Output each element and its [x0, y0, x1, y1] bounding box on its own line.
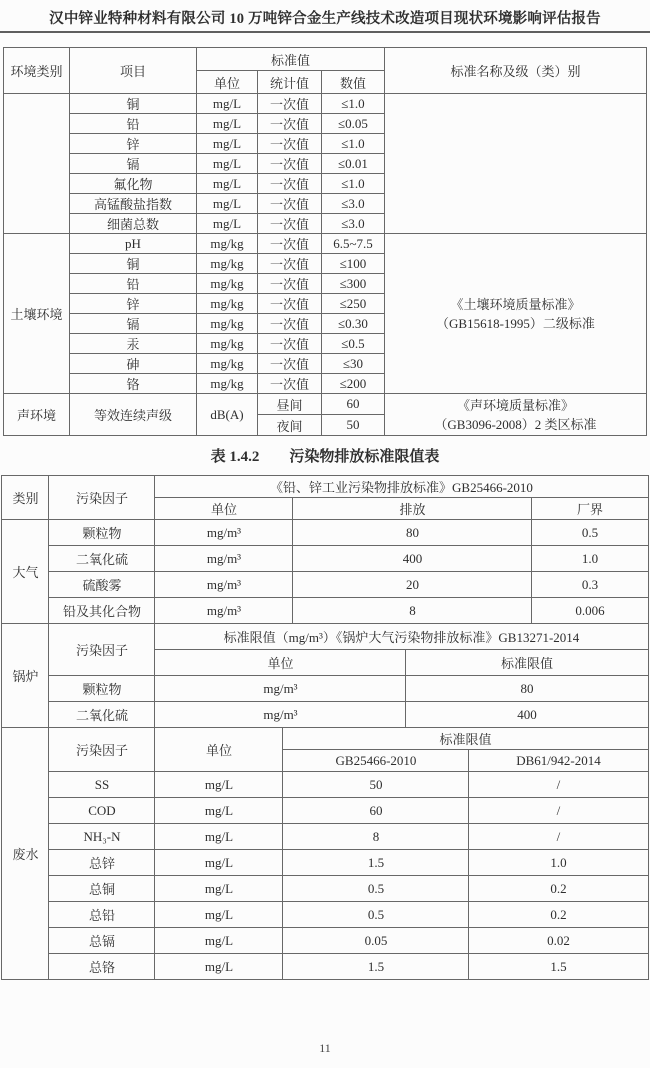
gb-value-cell: 0.5: [283, 876, 469, 902]
emission-cell: 400: [293, 546, 532, 572]
limit-label-cell: 标准限值: [283, 728, 648, 750]
unit-cell: mg/kg: [197, 254, 258, 274]
item-cell: 镉: [70, 314, 197, 334]
standard-name-cell: [385, 394, 647, 436]
page-number: 11: [319, 1041, 331, 1055]
limit-cell: 80: [406, 676, 648, 702]
factor-cell: 总铜: [49, 876, 155, 902]
emission-cell: 8: [293, 598, 532, 624]
item-cell: 铅: [70, 114, 197, 134]
value-cell: 60: [322, 394, 385, 415]
header-unit: 单位: [155, 650, 406, 676]
item-cell: 砷: [70, 354, 197, 374]
factor-cell: 颗粒物: [49, 520, 155, 546]
header-gb-standard: GB25466-2010: [283, 750, 469, 772]
value-cell: ≤0.30: [322, 314, 385, 334]
factor-cell: 铅及其化合物: [49, 598, 155, 624]
header-unit: 单位: [197, 71, 258, 94]
stat-cell: 一次值: [258, 254, 322, 274]
unit-cell: mg/m³: [155, 572, 293, 598]
value-cell: ≤30: [322, 354, 385, 374]
unit-cell: mg/L: [155, 928, 283, 954]
standard-name-line: （GB15618-1995）二级标准: [436, 315, 595, 331]
item-cell: 细菌总数: [70, 214, 197, 234]
standard-name-cell: [385, 94, 647, 234]
unit-cell: mg/L: [197, 94, 258, 114]
unit-cell: mg/kg: [197, 274, 258, 294]
db-value-cell: 1.5: [469, 954, 648, 980]
standard-name-cell: [385, 234, 647, 394]
stat-cell: 一次值: [258, 194, 322, 214]
table-row: [2, 520, 648, 546]
table-row: [2, 876, 648, 902]
factor-cell: 总锌: [49, 850, 155, 876]
db-value-cell: /: [469, 824, 648, 850]
item-cell: 铬: [70, 374, 197, 394]
factor-cell: 总镉: [49, 928, 155, 954]
item-cell: 锌: [70, 294, 197, 314]
gb-value-cell: 60: [283, 798, 469, 824]
boundary-cell: 0.3: [532, 572, 648, 598]
header-boundary: 厂界: [532, 498, 648, 520]
stat-cell: 一次值: [258, 294, 322, 314]
table-row: [2, 546, 648, 572]
stat-cell: 一次值: [258, 94, 322, 114]
header-unit: 单位: [155, 498, 293, 520]
unit-cell: mg/kg: [197, 374, 258, 394]
table-row: [2, 928, 648, 954]
unit-cell: mg/L: [155, 902, 283, 928]
unit-cell: mg/L: [155, 772, 283, 798]
header-category: 类别: [2, 476, 49, 520]
table-row: [2, 598, 648, 624]
boiler-standard-header: 标准限值（mg/m³）《锅炉大气污染物排放标准》GB13271-2014: [155, 624, 648, 650]
unit-cell: mg/m³: [155, 546, 293, 572]
unit-cell: mg/L: [197, 154, 258, 174]
db-value-cell: 0.2: [469, 876, 648, 902]
table-row: [2, 572, 648, 598]
factor-label-cell: 污染因子: [49, 624, 155, 676]
header-standard-name: 标准名称及级（类）别: [385, 48, 647, 94]
item-cell: 锌: [70, 134, 197, 154]
boundary-cell: 1.0: [532, 546, 648, 572]
unit-cell: mg/m³: [155, 520, 293, 546]
item-cell: 铜: [70, 254, 197, 274]
table-row: [2, 798, 648, 824]
factor-cell: COD: [49, 798, 155, 824]
item-cell: 镉: [70, 154, 197, 174]
header-db-standard: DB61/942-2014: [469, 750, 648, 772]
header-factor: 污染因子: [49, 476, 155, 520]
unit-cell: mg/L: [155, 876, 283, 902]
standard-name-line: 《土壤环境质量标准》: [450, 296, 581, 312]
unit-cell: mg/L: [197, 114, 258, 134]
header-stat: 统计值: [258, 71, 322, 94]
table-caption: 表 1.4.2 污染物排放标准限值表: [210, 449, 440, 465]
factor-cell: 颗粒物: [49, 676, 155, 702]
table-row: [2, 676, 648, 702]
item-cell: 铅: [70, 274, 197, 294]
value-cell: ≤0.5: [322, 334, 385, 354]
boundary-cell: 0.006: [532, 598, 648, 624]
unit-label-cell: 单位: [155, 728, 283, 772]
table-row: [4, 234, 647, 254]
header-air-standard: 《铅、锌工业污染物排放标准》GB25466-2010: [155, 476, 648, 498]
category-cell-noise: 声环境: [4, 394, 70, 436]
value-cell: ≤1.0: [322, 94, 385, 114]
table-row: [2, 702, 648, 728]
boundary-cell: 0.5: [532, 520, 648, 546]
item-cell: 高锰酸盐指数: [70, 194, 197, 214]
factor-cell: 硫酸雾: [49, 572, 155, 598]
unit-cell: mg/L: [155, 954, 283, 980]
item-cell: 等效连续声级: [70, 394, 197, 436]
value-cell: ≤1.0: [322, 174, 385, 194]
header-standard-value: 标准值: [197, 48, 385, 71]
table-row: [4, 94, 647, 114]
factor-cell: 二氧化硫: [49, 702, 155, 728]
emission-cell: 20: [293, 572, 532, 598]
gb-value-cell: 0.05: [283, 928, 469, 954]
category-cell-air: 大气: [2, 520, 49, 624]
value-cell: 50: [322, 415, 385, 436]
factor-cell: 总铅: [49, 902, 155, 928]
category-cell-soil: 土壤环境: [4, 234, 70, 394]
unit-cell: mg/L: [155, 824, 283, 850]
stat-cell: 夜间: [258, 415, 322, 436]
stat-cell: 一次值: [258, 314, 322, 334]
page-title: 汉中锌业特种材料有限公司 10 万吨锌合金生产线技术改造项目现状环境影响评估报告: [0, 0, 650, 33]
unit-cell: dB(A): [197, 394, 258, 436]
db-value-cell: 0.02: [469, 928, 648, 954]
table-row: [2, 954, 648, 980]
item-cell: pH: [70, 234, 197, 254]
category-cell-wastewater: 废水: [2, 728, 49, 980]
value-cell: ≤3.0: [322, 214, 385, 234]
stat-cell: 一次值: [258, 174, 322, 194]
unit-cell: mg/kg: [197, 354, 258, 374]
env-quality-standards-table: [3, 47, 647, 436]
category-cell-boiler: 锅炉: [2, 624, 49, 728]
header-value: 数值: [322, 71, 385, 94]
unit-cell: mg/L: [197, 174, 258, 194]
unit-cell: mg/kg: [197, 294, 258, 314]
emission-cell: 80: [293, 520, 532, 546]
gb-value-cell: 50: [283, 772, 469, 798]
stat-cell: 一次值: [258, 154, 322, 174]
value-cell: ≤300: [322, 274, 385, 294]
item-cell: 汞: [70, 334, 197, 354]
gb-value-cell: 8: [283, 824, 469, 850]
gb-value-cell: 1.5: [283, 954, 469, 980]
value-cell: 6.5~7.5: [322, 234, 385, 254]
value-cell: ≤3.0: [322, 194, 385, 214]
value-cell: ≤1.0: [322, 134, 385, 154]
factor-cell: 二氧化硫: [49, 546, 155, 572]
stat-cell: 一次值: [258, 134, 322, 154]
table-header-row: [4, 48, 647, 71]
unit-cell: mg/m³: [155, 598, 293, 624]
stat-cell: 一次值: [258, 114, 322, 134]
factor-cell: SS: [49, 772, 155, 798]
table-header-row: [2, 476, 648, 498]
header-emission: 排放: [293, 498, 532, 520]
item-cell: 铜: [70, 94, 197, 114]
unit-cell: mg/m³: [155, 702, 406, 728]
unit-cell: mg/L: [197, 194, 258, 214]
unit-cell: mg/kg: [197, 314, 258, 334]
db-value-cell: 1.0: [469, 850, 648, 876]
factor-cell: 总铬: [49, 954, 155, 980]
stat-cell: 一次值: [258, 234, 322, 254]
db-value-cell: 0.2: [469, 902, 648, 928]
table-row: [2, 902, 648, 928]
unit-cell: mg/L: [155, 850, 283, 876]
unit-cell: mg/kg: [197, 234, 258, 254]
unit-cell: mg/m³: [155, 676, 406, 702]
table-row: [2, 624, 648, 650]
factor-label-cell: 污染因子: [49, 728, 155, 772]
stat-cell: 一次值: [258, 374, 322, 394]
stat-cell: 一次值: [258, 214, 322, 234]
table-row: [2, 824, 648, 850]
header-env-category: 环境类别: [4, 48, 70, 94]
table-row: [2, 772, 648, 798]
db-value-cell: /: [469, 772, 648, 798]
value-cell: ≤100: [322, 254, 385, 274]
gb-value-cell: 0.5: [283, 902, 469, 928]
factor-cell: NH₃-N: [49, 824, 155, 850]
header-limit: 标准限值: [406, 650, 648, 676]
value-cell: ≤200: [322, 374, 385, 394]
db-value-cell: /: [469, 798, 648, 824]
stat-cell: 一次值: [258, 274, 322, 294]
item-cell: 氟化物: [70, 174, 197, 194]
limit-cell: 400: [406, 702, 648, 728]
table-row: [2, 728, 648, 750]
category-cell: [4, 94, 70, 234]
standard-name-line: 《声环境质量标准》: [456, 397, 574, 413]
standard-name-line: （GB3096-2008）2 类区标准: [434, 416, 597, 432]
table-row: [4, 394, 647, 415]
unit-cell: mg/L: [197, 214, 258, 234]
header-item: 项目: [70, 48, 197, 94]
unit-cell: mg/L: [197, 134, 258, 154]
stat-cell: 昼间: [258, 394, 322, 415]
value-cell: ≤0.05: [322, 114, 385, 134]
value-cell: ≤250: [322, 294, 385, 314]
stat-cell: 一次值: [258, 334, 322, 354]
stat-cell: 一次值: [258, 354, 322, 374]
unit-cell: mg/L: [155, 798, 283, 824]
unit-cell: mg/kg: [197, 334, 258, 354]
value-cell: ≤0.01: [322, 154, 385, 174]
table-row: [2, 850, 648, 876]
gb-value-cell: 1.5: [283, 850, 469, 876]
emission-limits-table: [1, 475, 648, 980]
